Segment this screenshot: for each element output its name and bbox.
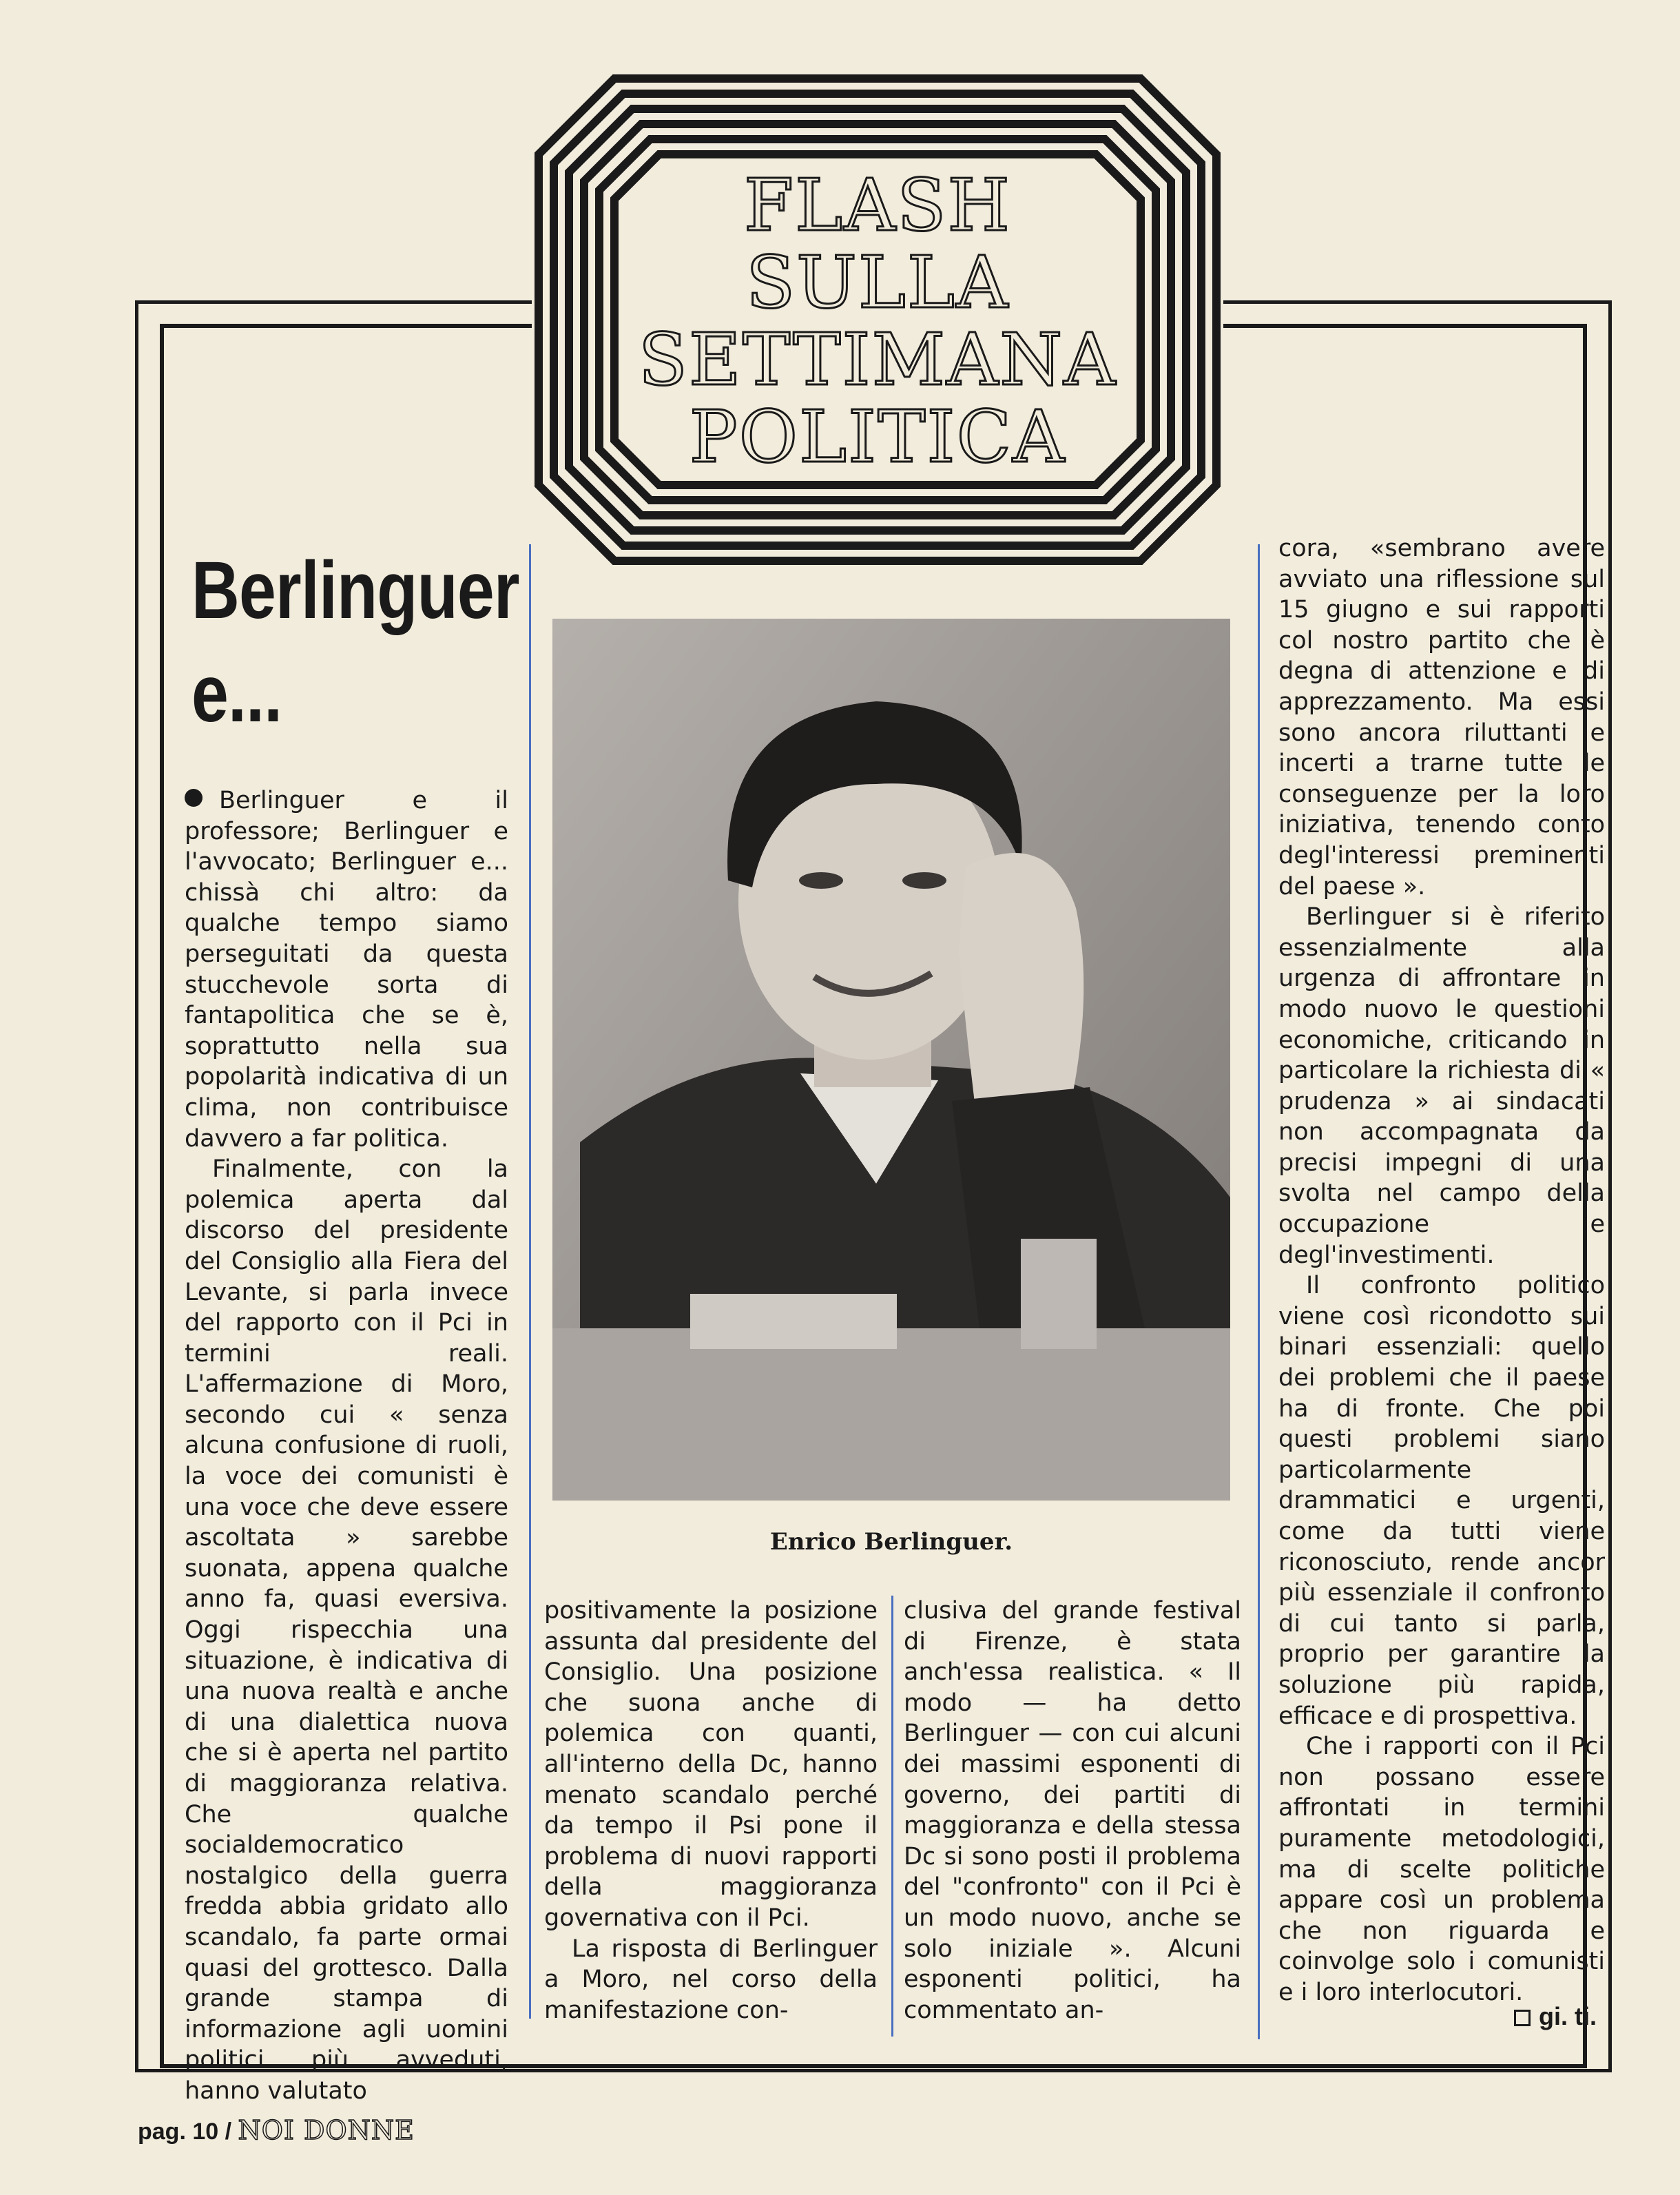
column-divider (1258, 544, 1260, 2039)
article-column-2 (544, 1596, 878, 2026)
page-number: pag. 10 (138, 2119, 219, 2145)
page-footer (138, 2115, 415, 2145)
footer-separator: / (225, 2119, 232, 2145)
bullet-icon (185, 789, 203, 807)
signoff-text: gi. ti. (1539, 2002, 1597, 2030)
portrait-photo (552, 619, 1230, 1501)
paragraph: Berlinguer si è riferito essenzialmente alla urgenza di affrontare in modo nuovo le questioni economiche, criticando in particolare la richiesta di « prudenza » ai sindacati non accompagnata da precisi impegni di una svolta nel campo della occupazione e degl'investimenti. (1278, 903, 1605, 1269)
article-column-4 (1278, 533, 1605, 2008)
section-title-line: SULLA (745, 240, 1010, 324)
article-column-3 (904, 1596, 1241, 2026)
paragraph: clusiva del grande festival di Firenze, è stata anch'essa realistica. « Il modo — ha detto Berlinguer — con cui alcuni dei massimi esponenti di governo, dei partiti di maggioranza e della stessa Dc si sono posti il problema del "confronto" con il Pci è un modo nuovo, anche se solo iniziale ». Alcuni esponenti politici, ha commentato an- (904, 1597, 1241, 2024)
article-column-1 (185, 785, 508, 2107)
section-title-badge (532, 72, 1223, 568)
section-title-line: FLASH (743, 163, 1012, 247)
section-title (532, 163, 1223, 479)
paragraph (185, 785, 508, 1154)
paragraph: Il confronto politico viene così ricondotto sui binari essenziali: quello dei problemi che il paese ha di fronte. Che poi questi problemi siano particolarmente drammatici e urgenti, come da tutti viene riconosciuto, rende ancor più essenziale il confronto di cui tanto si parla, proprio per garantire la soluzione più rapida, efficace e di prospettiva. (1278, 1272, 1605, 1730)
portrait-illustration (552, 619, 1230, 1501)
paragraph: La risposta di Berlinguer a Moro, nel corso della manifestazione con- (544, 1935, 878, 2024)
column-divider (891, 1596, 893, 2037)
article-headline (191, 539, 519, 745)
square-icon (1514, 2010, 1531, 2026)
paragraph-text: Berlinguer e il professore; Berlinguer e l'avvocato; Berlinguer e... chissà chi altro: da qualche tempo siamo perseguitati da questa stucchevole sorta di fantapolitica che se è, soprattutto nella sua popolarità indicativa di un clima, non contribuisce davvero a far politica. (185, 787, 508, 1153)
paragraph: positivamente la posizione assunta dal presidente del Consiglio. Una posizione che suona anche di polemica con quanti, all'interno della Dc, hanno menato scandalo perché da tempo il Psi pone il problema di nuovi rapporti della maggioranza governativa con il Pci. (544, 1597, 878, 1932)
headline-line: Berlinguer (191, 545, 519, 636)
section-title-line: POLITICA (689, 395, 1066, 479)
magazine-name: NOI DONNE (238, 2115, 415, 2145)
paragraph: Finalmente, con la polemica aperta dal discorso del presidente del Consiglio alla Fiera del Levante, si parla invece del rapporto con il Pci in termini reali. L'affermazione di Moro, secondo cui « senza alcuna confusione di ruoli, la voce dei comunisti è una voce che deve essere ascoltata » sarebbe suonata, appena qualche anno fa, quasi eversiva. Oggi rispecchia una situazione, è indicativa di una nuova realtà e anche di una dialettica nuova che si è aperta nel partito di maggioranza relativa. Che qualche socialdemocratico nostalgico della guerra fredda abbia gridato allo scandalo, fa parte ormai quasi del grottesco. Dalla grande stampa di informazione agli uomini politici più avveduti, hanno valutato (185, 1155, 508, 2105)
headline-line: e... (191, 648, 282, 739)
author-signoff (1514, 2002, 1597, 2031)
paragraph: Che i rapporti con il Pci non possano essere affrontati in termini puramente metodologici, ma di scelte politiche appare così un problema che non riguarda e coinvolge solo i comunisti e i loro interlocutori. (1278, 1733, 1605, 2006)
section-title-line: SETTIMANA (638, 318, 1117, 402)
paragraph: cora, «sembrano avere avviato una riflessione sul 15 giugno e sui rapporti col nostro partito che è degna di attenzione e di apprezzamento. Ma essi sono ancora riluttanti e incerti a trarne tutte le conseguenze per la loro iniziativa, tenendo conto degl'interessi preminenti del paese ». (1278, 535, 1605, 900)
column-divider (529, 544, 531, 2019)
photo-caption: Enrico Berlinguer. (769, 1528, 1013, 1556)
